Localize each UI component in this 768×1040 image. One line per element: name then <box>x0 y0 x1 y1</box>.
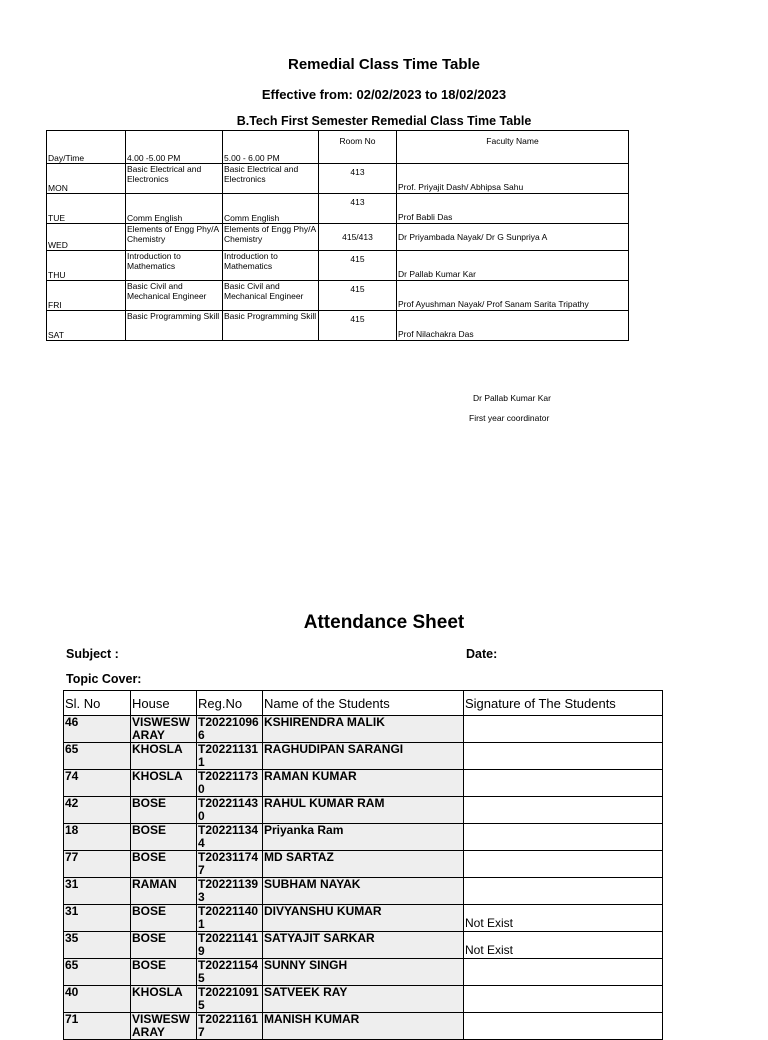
timetable <box>46 130 629 341</box>
room-cell: 413 <box>319 164 397 194</box>
header-house: House <box>131 691 197 716</box>
slot2-cell: Comm English <box>223 194 319 224</box>
faculty-cell: Prof Ayushman Nayak/ Prof Sanam Sarita Tripathy <box>397 281 629 311</box>
sl-cell: 71 <box>64 1013 131 1040</box>
room-cell: 415 <box>319 281 397 311</box>
room-cell: 415 <box>319 311 397 341</box>
header-reg: Reg.No <box>197 691 263 716</box>
faculty-cell: Prof. Priyajit Dash/ Abhipsa Sahu <box>397 164 629 194</box>
signature-cell[interactable] <box>464 959 663 986</box>
slot2-cell: Elements of Engg Phy/A Chemistry <box>223 224 319 251</box>
reg-cell: T202211311 <box>197 743 263 770</box>
reg-cell: T202211545 <box>197 959 263 986</box>
room-cell: 415/413 <box>319 224 397 251</box>
name-cell: SUBHAM NAYAK <box>263 878 464 905</box>
name-cell: DIVYANSHU KUMAR <box>263 905 464 932</box>
slot2-cell: Basic Electrical and Electronics <box>223 164 319 194</box>
signature-cell[interactable] <box>464 743 663 770</box>
slot2-cell: Basic Civil and Mechanical Engineer <box>223 281 319 311</box>
room-cell: 413 <box>319 194 397 224</box>
reg-cell: T202211344 <box>197 824 263 851</box>
sl-cell: 18 <box>64 824 131 851</box>
day-cell: SAT <box>47 311 126 341</box>
day-cell: FRI <box>47 281 126 311</box>
timetable-header-row <box>47 131 629 164</box>
table-row <box>64 824 663 851</box>
day-cell: TUE <box>47 194 126 224</box>
signature-cell[interactable] <box>464 851 663 878</box>
attendance-header-row <box>64 691 663 716</box>
signature-cell[interactable] <box>464 716 663 743</box>
house-cell: RAMAN <box>131 878 197 905</box>
timetable-row <box>47 251 629 281</box>
slot1-cell: Basic Electrical and Electronics <box>126 164 223 194</box>
reg-cell: T202211430 <box>197 797 263 824</box>
sl-cell: 35 <box>64 932 131 959</box>
sl-cell: 65 <box>64 743 131 770</box>
header-room: Room No <box>319 131 397 164</box>
table-row <box>64 986 663 1013</box>
header-slot2: 5.00 - 6.00 PM <box>223 131 319 164</box>
house-cell: KHOSLA <box>131 986 197 1013</box>
effective-dates: Effective from: 02/02/2023 to 18/02/2023 <box>261 87 507 102</box>
house-cell: BOSE <box>131 959 197 986</box>
table-row <box>64 1013 663 1040</box>
topic-label: Topic Cover: <box>66 672 142 686</box>
table-row <box>64 716 663 743</box>
table-row <box>64 932 663 959</box>
reg-cell: T202211617 <box>197 1013 263 1040</box>
signature-cell[interactable] <box>464 824 663 851</box>
faculty-cell: Dr Pallab Kumar Kar <box>397 251 629 281</box>
name-cell: KSHIRENDRA MALIK <box>263 716 464 743</box>
house-cell: BOSE <box>131 932 197 959</box>
reg-cell: T202211730 <box>197 770 263 797</box>
sl-cell: 42 <box>64 797 131 824</box>
house-cell: BOSE <box>131 905 197 932</box>
signature-cell[interactable] <box>464 986 663 1013</box>
day-cell: WED <box>47 224 126 251</box>
slot1-cell: Basic Civil and Mechanical Engineer <box>126 281 223 311</box>
sl-cell: 77 <box>64 851 131 878</box>
faculty-cell: Prof Nilachakra Das <box>397 311 629 341</box>
signatory-role: First year coordinator <box>469 413 550 423</box>
header-sl: Sl. No <box>64 691 131 716</box>
subject-label: Subject : <box>66 647 119 661</box>
attendance-title: Attendance Sheet <box>303 612 465 633</box>
reg-cell: T202210915 <box>197 986 263 1013</box>
attendance-table <box>63 690 663 1040</box>
name-cell: Priyanka Ram <box>263 824 464 851</box>
sl-cell: 65 <box>64 959 131 986</box>
house-cell: BOSE <box>131 851 197 878</box>
slot1-cell: Comm English <box>126 194 223 224</box>
reg-cell: T202211393 <box>197 878 263 905</box>
sl-cell: 31 <box>64 878 131 905</box>
name-cell: SATYAJIT SARKAR <box>263 932 464 959</box>
slot1-cell: Elements of Engg Phy/A Chemistry <box>126 224 223 251</box>
header-day: Day/Time <box>47 131 126 164</box>
signature-cell[interactable] <box>464 1013 663 1040</box>
header-signature: Signature of The Students <box>464 691 663 716</box>
house-cell: VISWESWARAY <box>131 1013 197 1040</box>
table-row <box>64 851 663 878</box>
sl-cell: 74 <box>64 770 131 797</box>
signature-cell[interactable] <box>464 878 663 905</box>
sl-cell: 31 <box>64 905 131 932</box>
timetable-row <box>47 281 629 311</box>
name-cell: RAHUL KUMAR RAM <box>263 797 464 824</box>
sl-cell: 40 <box>64 986 131 1013</box>
name-cell: SATVEEK RAY <box>263 986 464 1013</box>
timetable-row <box>47 194 629 224</box>
date-label: Date: <box>466 647 498 661</box>
reg-cell: T202210966 <box>197 716 263 743</box>
signature-cell[interactable] <box>464 797 663 824</box>
timetable-row <box>47 224 629 251</box>
signature-cell[interactable]: Not Exist <box>464 905 663 932</box>
house-cell: VISWESWARAY <box>131 716 197 743</box>
day-cell: MON <box>47 164 126 194</box>
table-row <box>64 959 663 986</box>
signature-cell[interactable] <box>464 770 663 797</box>
faculty-cell: Dr Priyambada Nayak/ Dr G Sunpriya A <box>397 224 629 251</box>
name-cell: RAMAN KUMAR <box>263 770 464 797</box>
signatory-name: Dr Pallab Kumar Kar <box>473 393 551 403</box>
table-row <box>64 797 663 824</box>
timetable-subtitle: B.Tech First Semester Remedial Class Time Table <box>236 114 532 128</box>
reg-cell: T202211419 <box>197 932 263 959</box>
table-row <box>64 770 663 797</box>
timetable-row <box>47 311 629 341</box>
name-cell: RAGHUDIPAN SARANGI <box>263 743 464 770</box>
house-cell: BOSE <box>131 797 197 824</box>
timetable-title: Remedial Class Time Table <box>287 56 481 73</box>
slot2-cell: Introduction to Mathematics <box>223 251 319 281</box>
name-cell: MD SARTAZ <box>263 851 464 878</box>
slot2-cell: Basic Programming Skill <box>223 311 319 341</box>
house-cell: BOSE <box>131 824 197 851</box>
table-row <box>64 905 663 932</box>
name-cell: SUNNY SINGH <box>263 959 464 986</box>
faculty-cell: Prof Babli Das <box>397 194 629 224</box>
header-name: Name of the Students <box>263 691 464 716</box>
slot1-cell: Introduction to Mathematics <box>126 251 223 281</box>
timetable-row <box>47 164 629 194</box>
table-row <box>64 878 663 905</box>
house-cell: KHOSLA <box>131 743 197 770</box>
header-slot1: 4.00 -5.00 PM <box>126 131 223 164</box>
reg-cell: T202211401 <box>197 905 263 932</box>
name-cell: MANISH KUMAR <box>263 1013 464 1040</box>
table-row <box>64 743 663 770</box>
signature-cell[interactable]: Not Exist <box>464 932 663 959</box>
room-cell: 415 <box>319 251 397 281</box>
day-cell: THU <box>47 251 126 281</box>
house-cell: KHOSLA <box>131 770 197 797</box>
slot1-cell: Basic Programming Skill <box>126 311 223 341</box>
sl-cell: 46 <box>64 716 131 743</box>
header-faculty: Faculty Name <box>397 131 629 164</box>
reg-cell: T202311747 <box>197 851 263 878</box>
